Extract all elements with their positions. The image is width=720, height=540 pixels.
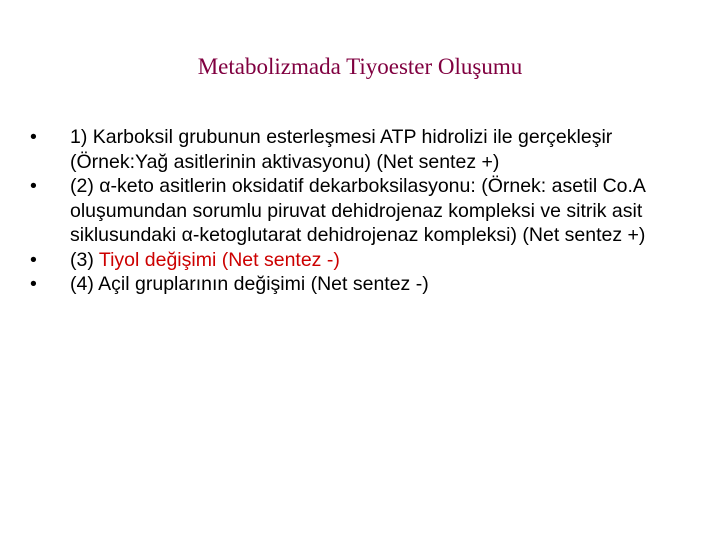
bullet-marker: • xyxy=(30,175,37,197)
bullet-item-3 xyxy=(30,248,680,273)
bullet-list xyxy=(30,125,680,297)
bullet-item-4 xyxy=(30,272,680,297)
bullet-prefix: (3) xyxy=(70,248,99,271)
bullet-marker: • xyxy=(30,248,37,271)
slide-title: Metabolizmada Tiyoester Oluşumu xyxy=(197,54,523,79)
bullet-text: 1) Karboksil grubunun esterleşmesi ATP hidrolizi ile gerçekleşir (Örnek:Yağ asitlerinin aktivasyonu) (Net sentez +) xyxy=(70,126,613,173)
bullet-text: (2) α-keto asitlerin oksidatif dekarboksilasyonu: (Örnek: asetil Co.A oluşumundan sorumlu piruvat dehidrojenaz kompleksi ve sitrik asit siklusundaki α-ketoglutarat dehidrojenaz kompleksi) (Net sentez +) xyxy=(70,175,646,246)
bullet-text: (4) Açil gruplarının değişimi (Net sentez -) xyxy=(70,273,429,295)
bullet-marker: • xyxy=(30,126,37,148)
bullet-item-2 xyxy=(30,174,680,248)
bullet-item-1 xyxy=(30,125,680,174)
bullet-highlight-text: Tiyol değişimi (Net sentez -) xyxy=(98,248,340,271)
bullet-marker: • xyxy=(30,273,37,295)
